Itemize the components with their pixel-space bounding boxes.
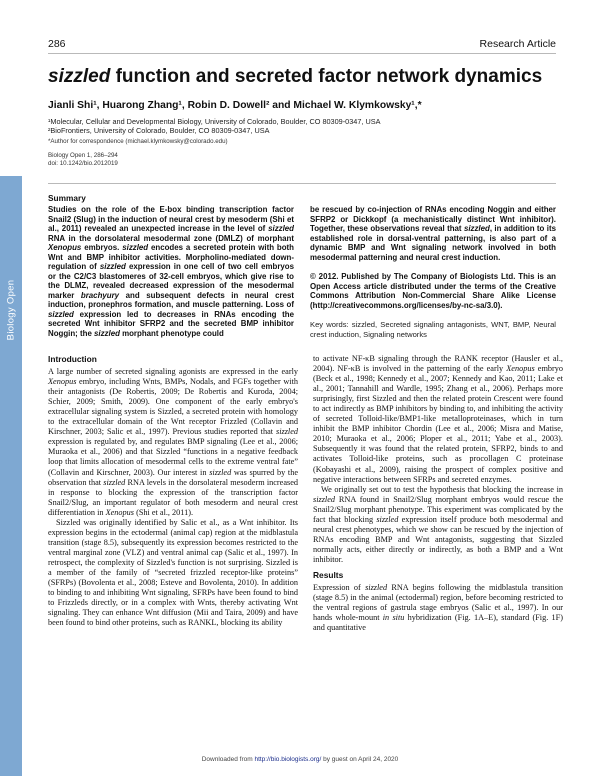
section-label: Research Article <box>479 38 556 50</box>
results-heading: Results <box>313 569 344 580</box>
intro-paragraph-2: Sizzled was originally identified by Salic et al., as a Wnt inhibitor. Its expression begins in the ectodermal (animal cap) region at the midblastula transition (stage 8.5), subsequently its expression becomes restricted to the ventral marginal zone (VLZ) and ventral animal cap (Salic et al., 1997). In retrospect, the complexity of Sizzled's function is not surprising. Sizzled is a member of the family of “secreted frizzled receptor-like proteins” (SFRPs) (Bovolenta et al., 2008; Esteve and Bovolenta, 2010). In addition to binding to and inhibiting Wnt signaling, SFRPs have been found to bind to Frizzleds directly, or in a complex with Wnts, thereby activating Wnt signaling. They can enhance Wnt diffusion (Mii and Taira, 2009) and have been found to bind other proteins, such as RANKL, blocking its ability <box>48 517 298 628</box>
affiliation-2: ²BioFrontiers, University of Colorado, Boulder, CO 80309-0347, USA <box>48 126 270 136</box>
body-column-right <box>313 354 563 633</box>
page-number: 286 <box>48 38 66 50</box>
journal-reference: Biology Open 1, 286–294 <box>48 152 118 159</box>
intro-paragraph-1: A large number of secreted signaling agonists are expressed in the early Xenopus embryo, including Wnts, BMPs, Nodals, and FGFs together with their antagonists (De Robertis, 2009; De Robertis and Kuroda, 2004; Schier, 2009; Smith, 2009). One component of the early embryo's extracellular signaling system is Sizzled, a secreted protein with homology to the extracellular domain of the Wnt receptor Frizzled (Collavin and Kirschner, 2003; Salic et al., 1997). Previous studies reported that sizzled expression is regulated by, and regulates BMP signaling (Lee et al., 2006; Muraoka et al., 2006) and that Sizzled “functions in a negative feedback loop that limits allocation of mesodermal cells to the extreme ventral fate” (Collavin and Kirschner, 2003). Our interest in sizzled was spurred by the observation that sizzled RNA levels in the dorsolateral mesoderm increased in response to blocking the expression of the transcription factor Snail2/Slug, an important regulator of both mesoderm and neural crest differentiation in Xenopus (Shi et al., 2011). <box>48 367 298 517</box>
article-title <box>48 66 568 88</box>
title-main-part: function and secreted factor network dynamics <box>110 66 543 87</box>
summary-column-1 <box>48 205 294 338</box>
author-list: Jianli Shi¹, Huarong Zhang¹, Robin D. Dowell² and Michael W. Klymkowsky¹,* <box>48 100 422 111</box>
citation-info <box>48 152 118 168</box>
doi: doi: 10.1242/bio.2012019 <box>48 160 118 167</box>
intro-paragraph-4: We originally set out to test the hypothesis that blocking the increase in sizzled RNA found in Snail2/Slug morphant embryos would rescue the Snail2/Slug morphant phenotype. This experiment was complicated by the fact that blocking sizzled expression itself produce both mesodermal and neural crest phenotypes, which we show can be rescued by the injection of RNAs encoding BMP and Wnt antagonists, suggesting that Sizzled normally acts, either directly or indirectly, as both a BMP and a Wnt inhibitor. <box>313 484 564 564</box>
summary-text-continued: be rescued by co-injection of RNAs encoding Noggin and either SFRP2 or Dickkopf (a mechanistically distinct Wnt inhibitor). Together, these observations reveal that sizzled, in addition to its established role in dorsal-ventral patterning, is also part of a dynamic BMP and Wnt signaling network involved in both mesodermal patterning and neural crest induction. <box>310 205 556 262</box>
results-paragraph-1: Expression of sizzled RNA begins following the midblastula transition (stage 8.5) in the animal (ectodermal) region, before becoming restricted to the ventral regions of gastrula stage embryos (Salic et al., 1997). In our hands whole-mount in situ hybridization (Fig. 1A–E), standard (Fig. 1F) and quantitative <box>313 583 564 633</box>
affiliation-1: ¹Molecular, Cellular and Developmental Biology, University of Colorado, Boulder, CO 80309-0347, USA <box>48 117 381 126</box>
footer-link[interactable]: http://bio.biologists.org/ <box>254 756 322 763</box>
summary-box <box>48 185 556 345</box>
header-rule <box>48 53 556 54</box>
title-italic-part: sizzled <box>48 66 111 87</box>
summary-heading: Summary <box>48 193 86 203</box>
journal-side-band <box>0 176 22 776</box>
correspondence-note: *Author for correspondence (michael.klymkowsky@colorado.edu) <box>48 138 228 145</box>
affiliations <box>48 117 380 135</box>
introduction-heading: Introduction <box>48 354 97 364</box>
license-statement: © 2012. Published by The Company of Biologists Ltd. This is an Open Access article distributed under the terms of the Creative Commons Attribution Non-Commercial Share Alike License (http://creativecommons.org/licenses/by-nc-sa/3.0). <box>310 272 556 310</box>
body-column-left <box>48 354 298 628</box>
summary-text: Studies on the role of the E-box binding transcription factor Snail2 (Slug) in the induction of neural crest by mesoderm (Shi et al., 2011) revealed an unexpected increase in the level of sizzled RNA in the dorsolateral mesodermal zone (DMLZ) of morphant Xenopus embryos. sizzled encodes a secreted protein with both Wnt and BMP inhibitor activities. Morpholino-mediated down-regulation of sizzled expression in one cell of two cell embryos or the C2/C3 blastomeres of 32-cell embryos, which give rise to the DLMZ, revealed decreased expression of the mesodermal marker brachyury and subsequent defects in neural crest induction, pronephros formation, and muscle patterning. Loss of sizzled expression led to decreases in RNAs encoding the secreted Wnt inhibitor SFRP2 and the secreted BMP inhibitor Noggin; the sizzled morphant phenotype could <box>48 205 295 338</box>
journal-side-label: Biology Open <box>5 279 17 341</box>
summary-column-2 <box>310 205 556 339</box>
summary-top-rule <box>48 183 556 184</box>
intro-paragraph-3: to activate NF-κB signaling through the RANK receptor (Hausler et al., 2004). NF-κB is involved in the patterning of the early Xenopus embryo (Beck et al., 1998; Kennedy et al., 2007; Kennedy and Kao, 2011; Lake et al., 2001; Tannahill and Wardle, 1995; Zhang et al., 2006). Perhaps more surprisingly, first Sizzled and then the related protein Crescent were found to act indirectly as BMP inhibitors by binding to, and inhibiting the activity of secreted Tolloid-like/BMP1-like metalloproteinases, which in turn inhibit the BMP inhibitor Chordin (Lee et al., 2006; Misra and Matise, 2010; Muraoka et al., 2006; Ploper et al., 2011; Yabe et al., 2003). Subsequently it was found that the related protein, SFRP2, binds to and activates Tolloid-like proteins, such as procollagen C proteinase (Kobayashi et al., 2009), raising the prospect of complex positive and negative interactions between SFRPs and secreted enzymes. <box>313 354 563 484</box>
keywords: Key words: sizzled, Secreted signaling antagonists, WNT, BMP, Neural crest induction, Signaling networks <box>310 320 556 339</box>
download-footer: Downloaded from http://bio.biologists.org/ by guest on April 24, 2020 <box>201 756 399 763</box>
